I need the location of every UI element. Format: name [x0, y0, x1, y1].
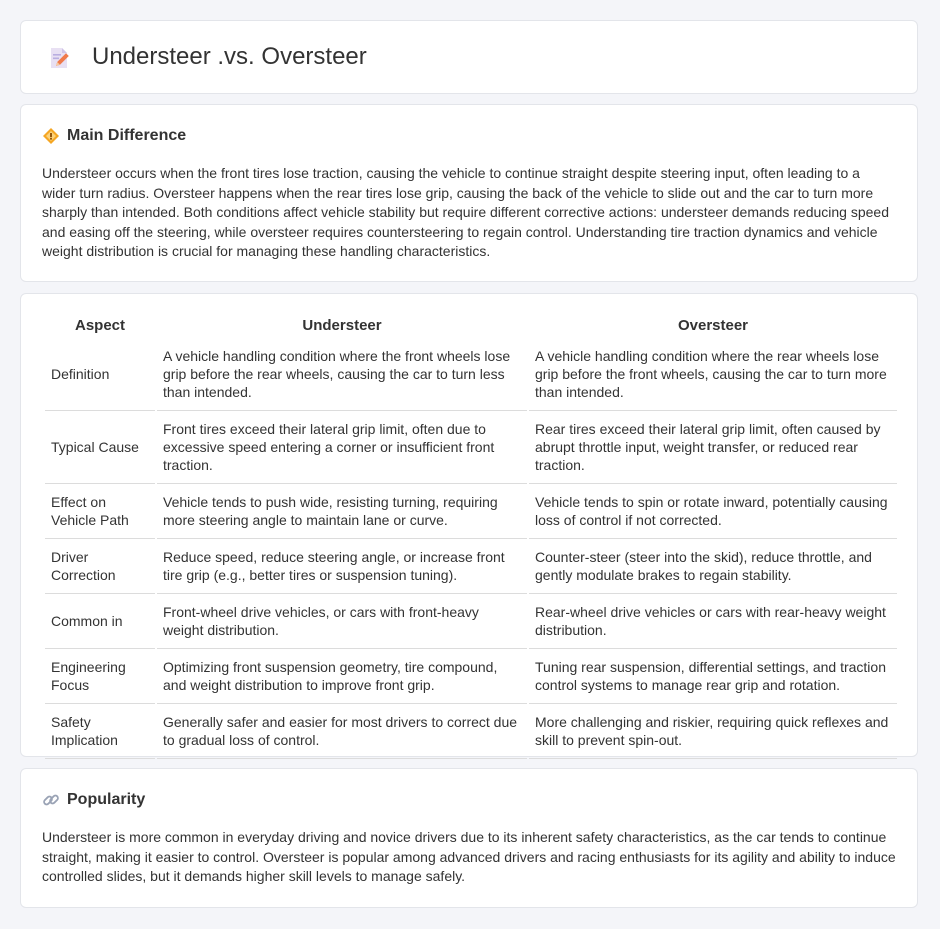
aspect-cell: Engineering Focus — [45, 649, 155, 704]
table-row — [45, 539, 897, 594]
popularity-text: Understeer is more common in everyday driving and novice drivers due to its inherent safety characteristics, as the car tends to continue straight, making it easier to control. Oversteer is popular among advanced drivers and racing enthusiasts for its agility and ability to induce controlled slides, but it demands higher skill levels to manage safely. — [42, 829, 896, 884]
main-difference-card — [20, 104, 918, 282]
table-header-row — [45, 316, 897, 338]
aspect-cell: Driver Correction — [45, 539, 155, 594]
oversteer-cell: Counter-steer (steer into the skid), reduce throttle, and gently modulate brakes to regain stability. — [529, 539, 897, 594]
understeer-cell: Front tires exceed their lateral grip limit, often due to excessive speed entering a corner or insufficient front traction. — [157, 411, 527, 484]
popularity-title: Popularity — [67, 791, 146, 808]
aspect-cell: Common in — [45, 594, 155, 649]
title-card — [20, 20, 918, 94]
comparison-card — [20, 293, 918, 757]
understeer-cell: Generally safer and easier for most drivers to correct due to gradual loss of control. — [157, 704, 527, 759]
document-pencil-icon — [47, 46, 71, 70]
main-difference-text: Understeer occurs when the front tires lose traction, causing the vehicle to continue straight despite steering input, often leading to a wider turn radius. Oversteer happens when the rear tires lose grip, causing the back of the vehicle to slide out and the car to turn more sharply than intended. Both conditions affect vehicle stability but require different corrective actions: understeer demands reducing speed and easing off the steering, while oversteer requires countersteering to regain control. Understanding tire traction dynamics and vehicle weight distribution is crucial for managing these handling characteristics. — [42, 165, 889, 259]
table-row — [45, 484, 897, 539]
page-title: Understeer .vs. Oversteer — [92, 43, 367, 70]
diamond-warning-icon — [42, 127, 60, 145]
understeer-cell: Front-wheel drive vehicles, or cars with front-heavy weight distribution. — [157, 594, 527, 649]
oversteer-cell: Tuning rear suspension, differential settings, and traction control systems to manage rear grip and rotation. — [529, 649, 897, 704]
main-difference-title: Main Difference — [67, 127, 187, 144]
oversteer-cell: Vehicle tends to spin or rotate inward, potentially causing loss of control if not corrected. — [529, 484, 897, 539]
comparison-table — [43, 316, 899, 759]
understeer-cell: Reduce speed, reduce steering angle, or increase front tire grip (e.g., better tires or suspension tuning). — [157, 539, 527, 594]
popularity-card — [20, 768, 918, 908]
oversteer-cell: More challenging and riskier, requiring quick reflexes and skill to prevent spin-out. — [529, 704, 897, 759]
table-row — [45, 411, 897, 484]
oversteer-cell: Rear-wheel drive vehicles or cars with rear-heavy weight distribution. — [529, 594, 897, 649]
aspect-cell: Effect on Vehicle Path — [45, 484, 155, 539]
understeer-cell: Vehicle tends to push wide, resisting turning, requiring more steering angle to maintain lane or curve. — [157, 484, 527, 539]
column-header-oversteer: Oversteer — [677, 317, 749, 334]
table-row — [45, 704, 897, 759]
understeer-cell: Optimizing front suspension geometry, tire compound, and weight distribution to improve front grip. — [157, 649, 527, 704]
link-icon — [42, 791, 60, 809]
aspect-cell: Definition — [45, 338, 155, 411]
column-header-aspect: Aspect — [74, 317, 126, 334]
table-row — [45, 338, 897, 411]
table-row — [45, 594, 897, 649]
table-row — [45, 649, 897, 704]
column-header-understeer: Understeer — [302, 317, 382, 334]
main-difference-heading — [42, 127, 186, 145]
aspect-cell: Typical Cause — [45, 411, 155, 484]
oversteer-cell: Rear tires exceed their lateral grip limit, often caused by abrupt throttle input, weight transfer, or reduced rear traction. — [529, 411, 897, 484]
understeer-cell: A vehicle handling condition where the front wheels lose grip before the rear wheels, causing the car to turn less than intended. — [157, 338, 527, 411]
popularity-heading — [42, 791, 145, 809]
oversteer-cell: A vehicle handling condition where the rear wheels lose grip before the front wheels, causing the car to turn more than intended. — [529, 338, 897, 411]
aspect-cell: Safety Implication — [45, 704, 155, 759]
